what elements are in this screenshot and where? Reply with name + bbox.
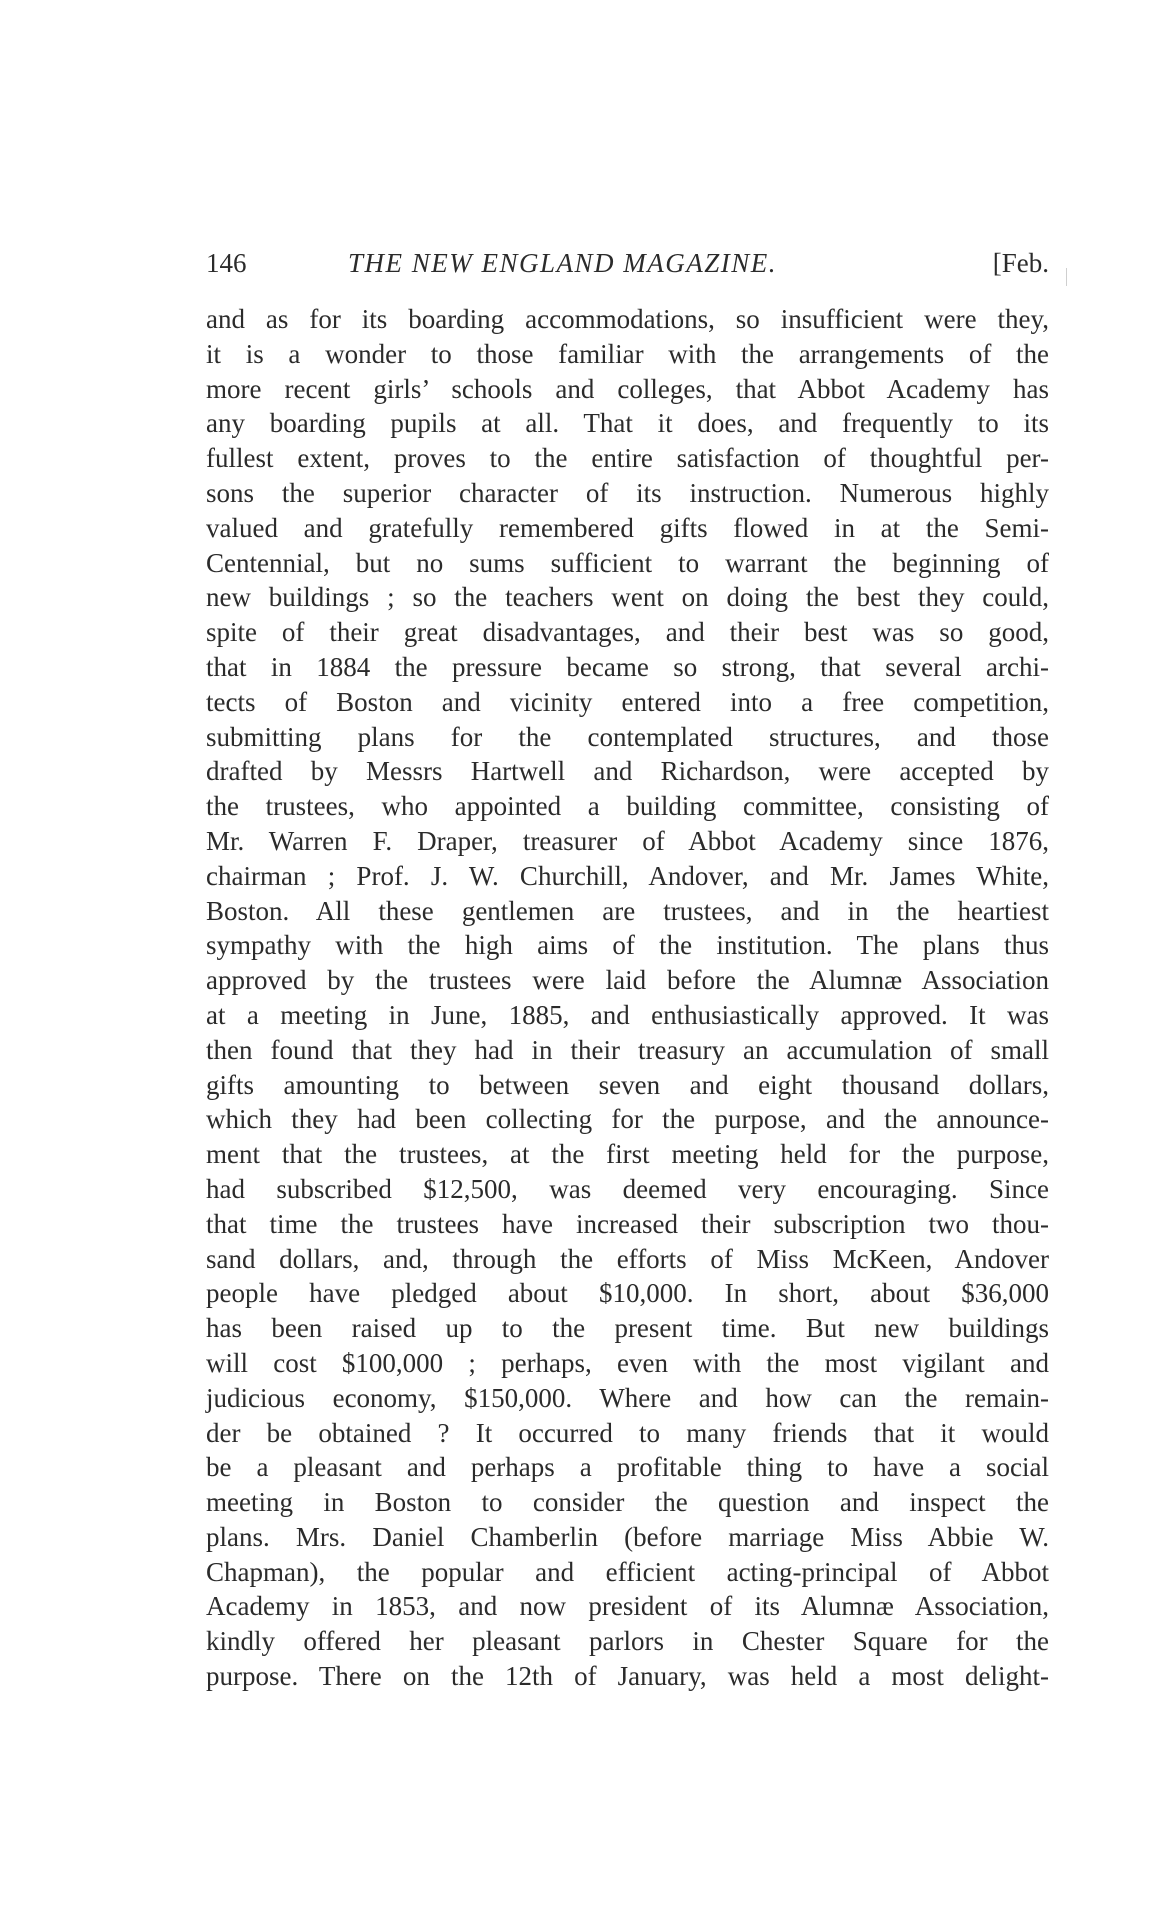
text-line: has been raised up to the present time. But new buildings — [206, 1313, 1049, 1344]
running-header — [206, 243, 1049, 283]
text-line: Academy in 1853, and now president of its Alumnæ Association, — [206, 1591, 1049, 1622]
text-line: purpose. There on the 12th of January, was held a most delight- — [206, 1661, 1049, 1692]
text-line: Mr. Warren F. Draper, treasurer of Abbot Academy since 1876, — [206, 825, 1049, 856]
text-line: be a pleasant and perhaps a profitable thing to have a social — [206, 1452, 1049, 1483]
text-line: gifts amounting to between seven and eight thousand dollars, — [206, 1069, 1049, 1100]
text-line: and as for its boarding accommodations, so insufficient were they, — [206, 304, 1049, 334]
text-line: that time the trustees have increased their subscription two thou- — [206, 1208, 1049, 1239]
text-line: sand dollars, and, through the efforts of Miss McKeen, Andover — [206, 1243, 1049, 1274]
text-line: new buildings ; so the teachers went on doing the best they could, — [206, 582, 1049, 613]
text-line: der be obtained ? It occurred to many friends that it would — [206, 1417, 1049, 1448]
text-line: more recent girls’ schools and colleges, that Abbot Academy has — [206, 373, 1049, 404]
running-month: [Feb. — [992, 248, 1049, 278]
text-line: approved by the trustees were laid before the Alumnæ Association — [206, 965, 1049, 996]
text-line: people have pledged about $10,000. In short, about $36,000 — [206, 1278, 1049, 1309]
text-line: judicious economy, $150,000. Where and how can the remain- — [206, 1382, 1049, 1413]
text-line: chairman ; Prof. J. W. Churchill, Andover, and Mr. James White, — [206, 860, 1049, 891]
running-title: THE NEW ENGLAND MAGAZINE. — [348, 248, 777, 278]
text-line: it is a wonder to those familiar with the arrangements of the — [206, 338, 1049, 369]
text-line: meeting in Boston to consider the question and inspect the — [206, 1487, 1049, 1518]
text-line: had subscribed $12,500, was deemed very encouraging. Since — [206, 1173, 1049, 1204]
text-line: will cost $100,000 ; perhaps, even with the most vigilant and — [206, 1347, 1049, 1378]
text-line: fullest extent, proves to the entire satisfaction of thoughtful per- — [206, 443, 1049, 474]
text-line: drafted by Messrs Hartwell and Richardson, were accepted by — [206, 756, 1049, 787]
text-line: spite of their great disadvantages, and their best was so good, — [206, 617, 1049, 648]
text-line: tects of Boston and vicinity entered into a free competition, — [206, 686, 1049, 717]
text-line: then found that they had in their treasury an accumulation of small — [206, 1034, 1049, 1065]
text-line: ment that the trustees, at the first meeting held for the purpose, — [206, 1139, 1049, 1170]
text-line: at a meeting in June, 1885, and enthusiastically approved. It was — [206, 999, 1049, 1030]
text-line: that in 1884 the pressure became so strong, that several archi- — [206, 651, 1049, 682]
text-line: Boston. All these gentlemen are trustees, and in the heartiest — [206, 895, 1049, 926]
page-number: 146 — [206, 248, 247, 278]
text-line: valued and gratefully remembered gifts flowed in at the Semi- — [206, 512, 1049, 543]
text-line: the trustees, who appointed a building committee, consisting of — [206, 791, 1049, 822]
body-text — [206, 302, 1049, 1694]
text-line: any boarding pupils at all. That it does, and frequently to its — [206, 408, 1049, 439]
text-line: Centennial, but no sums sufficient to warrant the beginning of — [206, 547, 1049, 578]
page-edge-mark — [1066, 268, 1067, 286]
text-line: plans. Mrs. Daniel Chamberlin (before marriage Miss Abbie W. — [206, 1521, 1049, 1552]
text-line: submitting plans for the contemplated structures, and those — [206, 721, 1049, 752]
text-line: kindly offered her pleasant parlors in Chester Square for the — [206, 1626, 1049, 1657]
text-line: sympathy with the high aims of the institution. The plans thus — [206, 930, 1049, 961]
text-line: Chapman), the popular and efficient acting-principal of Abbot — [206, 1556, 1049, 1587]
text-line: sons the superior character of its instruction. Numerous highly — [206, 477, 1049, 508]
text-line: which they had been collecting for the purpose, and the announce- — [206, 1104, 1049, 1135]
